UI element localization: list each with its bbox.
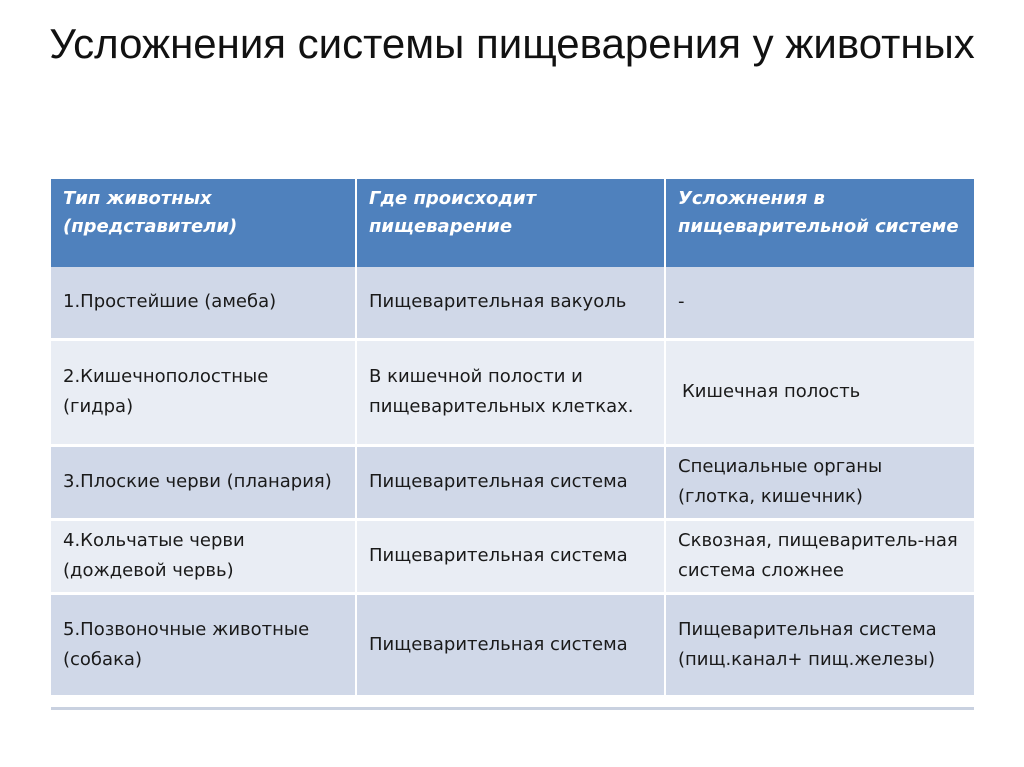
slide-title: Усложнения системы пищеварения у животных [49, 20, 975, 67]
table-row [51, 267, 974, 339]
cell-complication: Специальные органы (глотка, кишечник) [665, 445, 974, 519]
cell-animal-type: 3.Плоские черви (планария) [51, 445, 356, 519]
table-bottom-border [51, 707, 974, 710]
header-complications: Усложнения в пищеварительной системе [665, 179, 974, 267]
table-row [51, 519, 974, 593]
table-row [51, 339, 974, 445]
cell-complication: Сквозная, пищеваритель-ная система сложнее [665, 519, 974, 593]
cell-digestion-place: Пищеварительная система [356, 445, 665, 519]
cell-animal-type: 2.Кишечнополостные (гидра) [51, 339, 356, 445]
header-digestion-place: Где происходит пищеварение [356, 179, 665, 267]
cell-digestion-place: Пищеварительная система [356, 593, 665, 696]
cell-digestion-place: В кишечной полости и пищеварительных клетках. [356, 339, 665, 445]
cell-animal-type: 1.Простейшие (амеба) [51, 267, 356, 339]
header-animal-type: Тип животных (представители) [51, 179, 356, 267]
cell-complication: Кишечная полость [665, 339, 974, 445]
table-row [51, 593, 974, 696]
cell-complication: Пищеварительная система (пищ.канал+ пищ.железы) [665, 593, 974, 696]
cell-digestion-place: Пищеварительная вакуоль [356, 267, 665, 339]
cell-complication: - [665, 267, 974, 339]
table-row [51, 445, 974, 519]
cell-digestion-place: Пищеварительная система [356, 519, 665, 593]
cell-animal-type: 5.Позвоночные животные (собака) [51, 593, 356, 696]
digestion-table [51, 179, 974, 698]
cell-animal-type: 4.Кольчатые черви (дождевой червь) [51, 519, 356, 593]
table-header-row [51, 179, 974, 267]
